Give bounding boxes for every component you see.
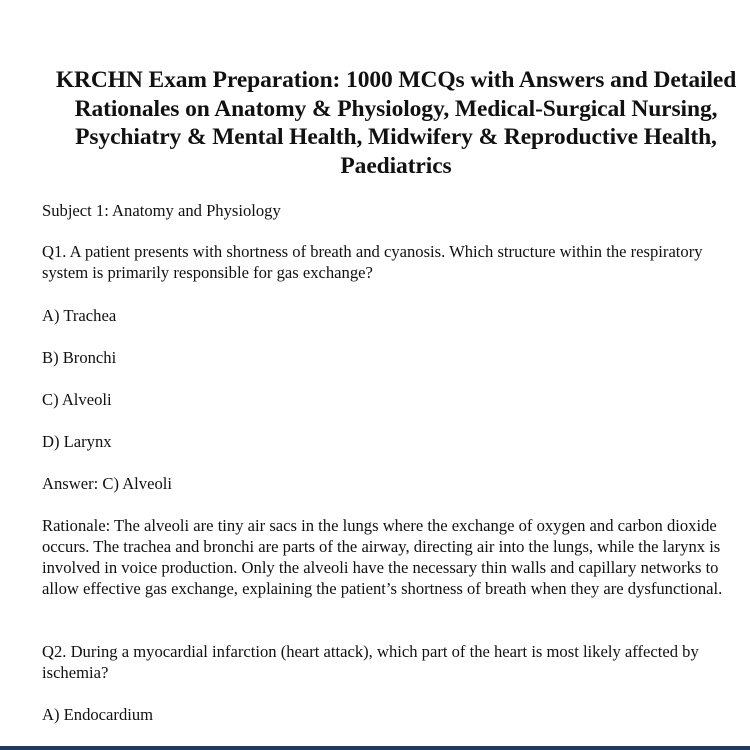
document-title: KRCHN Exam Preparation: 1000 MCQs with Answers and Detailed Rationales on Anatomy & Physiology, Medical-Surgical Nursing, Psychiatry & Mental Health, Midwifery & Reproductive Health, Paediatrics	[55, 67, 737, 179]
bottom-divider	[0, 746, 750, 750]
q1-rationale: Rationale: The alveoli are tiny air sacs in the lungs where the exchange of oxygen and carbon dioxide occurs. The trachea and bronchi are parts of the airway, directing air into the lungs, while the larynx is involved in voice production. Only the alveoli have the necessary thin walls and capillary networks to allow effective gas exchange, explaining the patient’s shortness of breath when they are dysfunctional.	[42, 516, 723, 598]
q1-answer: Answer: C) Alveoli	[42, 474, 172, 493]
q1-option-c: C) Alveoli	[42, 390, 112, 409]
q1-option-d: D) Larynx	[42, 432, 112, 451]
question-2-text: Q2. During a myocardial infarction (heart attack), which part of the heart is most likely affected by ischemia?	[42, 642, 699, 682]
subject-heading: Subject 1: Anatomy and Physiology	[42, 201, 281, 220]
q1-option-a: A) Trachea	[42, 306, 117, 325]
q1-option-b: B) Bronchi	[42, 348, 117, 367]
q2-option-a: A) Endocardium	[42, 705, 154, 724]
question-1-text: Q1. A patient presents with shortness of breath and cyanosis. Which structure within the respiratory system is primarily responsible for gas exchange?	[42, 242, 703, 282]
